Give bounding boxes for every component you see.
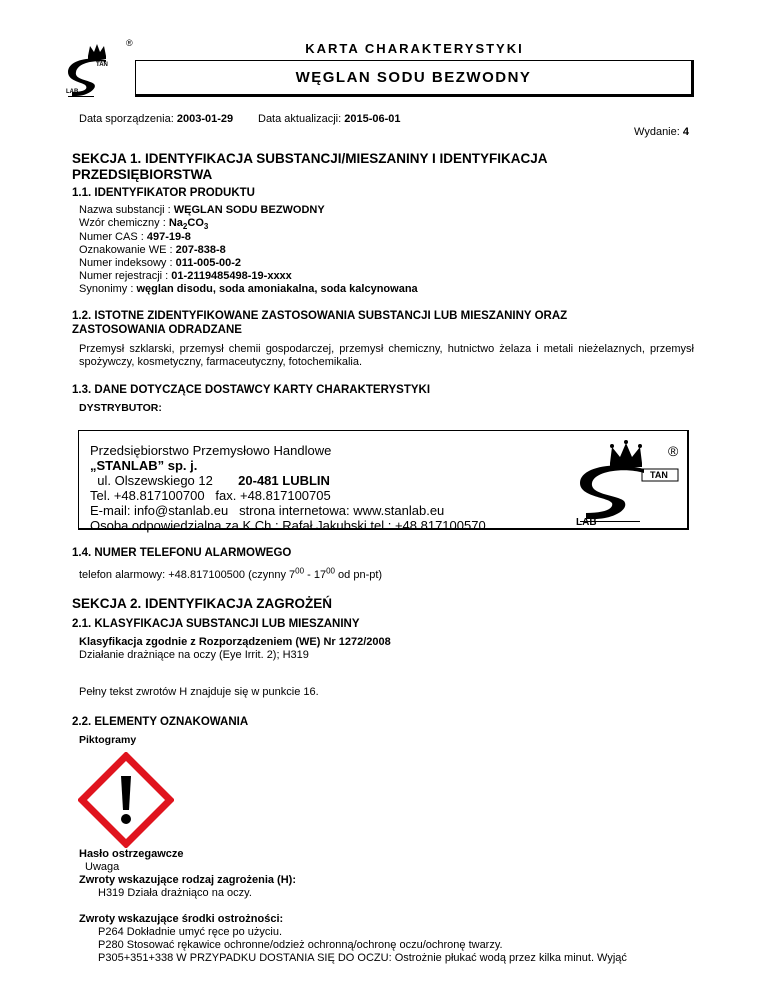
s12-title: 1.2. ISTOTNE ZIDENTYFIKOWANE ZASTOSOWANIA SUBSTANCJI LUB MIESZANINY ORAZ ZASTOSOWANIA ODRADZANE xyxy=(72,310,568,336)
p-statement-p264: P264 Dokładnie umyć ręce po użyciu. xyxy=(98,926,283,938)
registered-mark: ® xyxy=(126,38,133,48)
edition: Wydanie: 4 xyxy=(634,126,689,138)
supplier-phone: Tel. +48.817100700 fax. +48.817100705 xyxy=(90,488,331,503)
s22-title: 2.2. ELEMENTY OZNAKOWANIA xyxy=(72,716,249,728)
product-identifier xyxy=(79,204,418,296)
big-logo-text-bottom: LAB xyxy=(576,517,597,528)
h-statement-h319: H319 Działa drażniąco na oczy. xyxy=(98,887,252,899)
supplier-responsible: Osoba odpowiedzialna za K.Ch.: Rafał Jakubski tel.: +48.817100570 xyxy=(90,518,486,533)
h-statement-note: Pełny tekst zwrotów H znajduje się w punkcie 16. xyxy=(79,686,319,698)
signal-word-value: Uwaga xyxy=(85,861,120,873)
we-number: Oznakowanie WE : 207-838-8 xyxy=(79,244,226,256)
supplier-lines xyxy=(90,443,486,533)
classification-label: Klasyfikacja zgodnie z Rozporządzeniem (WE) Nr 1272/2008 xyxy=(79,636,391,648)
supplier-logo xyxy=(574,437,686,527)
substance-name: Nazwa substancji : WĘGLAN SODU BEZWODNY xyxy=(79,204,325,216)
p-statement-p305: P305+351+338 W PRZYPADKU DOSTANIA SIĘ DO OCZU: Ostrożnie płukać wodą przez kilka minut. Wyjąć xyxy=(98,952,627,964)
logo-text-bottom: LAB xyxy=(66,89,79,95)
p-statement-p280: P280 Stosować rękawice ochronne/odzież ochronną/ochronę oczu/ochronę twarzy. xyxy=(98,939,503,951)
supplier-company: Przedsiębiorstwo Przemysłowo Handlowe xyxy=(90,443,332,458)
s14-title: 1.4. NUMER TELEFONU ALARMOWEGO xyxy=(72,547,292,559)
exclamation-mark-hazard-icon xyxy=(78,752,174,848)
chemical-formula: Wzór chemiczny : $Na_2CO_3$ xyxy=(79,217,209,232)
created-date: Data sporządzenia: 2003-01-29 xyxy=(79,113,234,125)
supplier-address: ul. Olszewskiego 12 20-481 LUBLIN xyxy=(97,473,330,488)
cas-number: Numer CAS : 497-19-8 xyxy=(79,231,191,243)
index-number: Numer indeksowy : 011-005-00-2 xyxy=(79,257,242,269)
s11-title: 1.1. IDENTYFIKATOR PRODUKTU xyxy=(72,187,255,199)
pictograms-label: Piktogramy xyxy=(79,734,137,746)
logo-text-top: TAN xyxy=(96,62,108,68)
product-title-box xyxy=(135,60,694,97)
synonyms: Synonimy : węglan disodu, soda amoniakalna, soda kalcynowana xyxy=(79,283,418,295)
updated-date: Data aktualizacji: 2015-06-01 xyxy=(258,113,401,125)
s12-text: Przemysł szklarski, przemysł chemii gospodarczej, przemysł chemiczny, hutnictwo żelaza i metali nieżelaznych, przemysł spożywczy, kosmetyczny, farmaceutyczny, fotochemikalia. xyxy=(79,343,694,368)
header-logo xyxy=(60,42,134,100)
registration-number: Numer rejestracji : 01-2119485498-19-xxxx xyxy=(79,270,292,282)
ghs07-pictogram xyxy=(78,752,174,848)
section1-title: SEKCJA 1. IDENTYFIKACJA SUBSTANCJI/MIESZANINY I IDENTYFIKACJA PRZEDSIĘBIORSTWA xyxy=(72,151,548,182)
supplier-contact: E-mail: info@stanlab.eu strona internetowa: www.stanlab.eu xyxy=(90,503,445,518)
doc-type-title: KARTA CHARAKTERYSTYKI xyxy=(305,41,524,56)
supplier-box xyxy=(78,430,689,533)
supplier-name: „STANLAB” sp. j. xyxy=(90,458,198,473)
s21-title: 2.1. KLASYFIKACJA SUBSTANCJI LUB MIESZANINY xyxy=(72,618,360,630)
signal-word-label: Hasło ostrzegawcze xyxy=(79,848,184,860)
distributor-label: DYSTRYBUTOR: xyxy=(79,402,162,414)
product-title: WĘGLAN SODU BEZWODNY xyxy=(295,69,532,86)
big-logo-text-top: TAN xyxy=(650,470,668,480)
s13-title: 1.3. DANE DOTYCZĄCE DOSTAWCY KARTY CHARAKTERYSTYKI xyxy=(72,384,431,396)
alarm-phone: telefon alarmowy: +48.817100500 (czynny $7^{00} - 17^{00}$ od pn-pt) xyxy=(79,566,383,581)
section2-title: SEKCJA 2. IDENTYFIKACJA ZAGROŻEŃ xyxy=(72,596,333,611)
label-elements xyxy=(79,848,694,965)
p-statements-label: Zwroty wskazujące środki ostrożności: xyxy=(79,913,284,925)
h-statements-label: Zwroty wskazujące rodzaj zagrożenia (H): xyxy=(79,874,296,886)
big-registered-mark: ® xyxy=(668,443,679,459)
classification-value: Działanie drażniące na oczy (Eye Irrit. 2); H319 xyxy=(79,649,309,661)
